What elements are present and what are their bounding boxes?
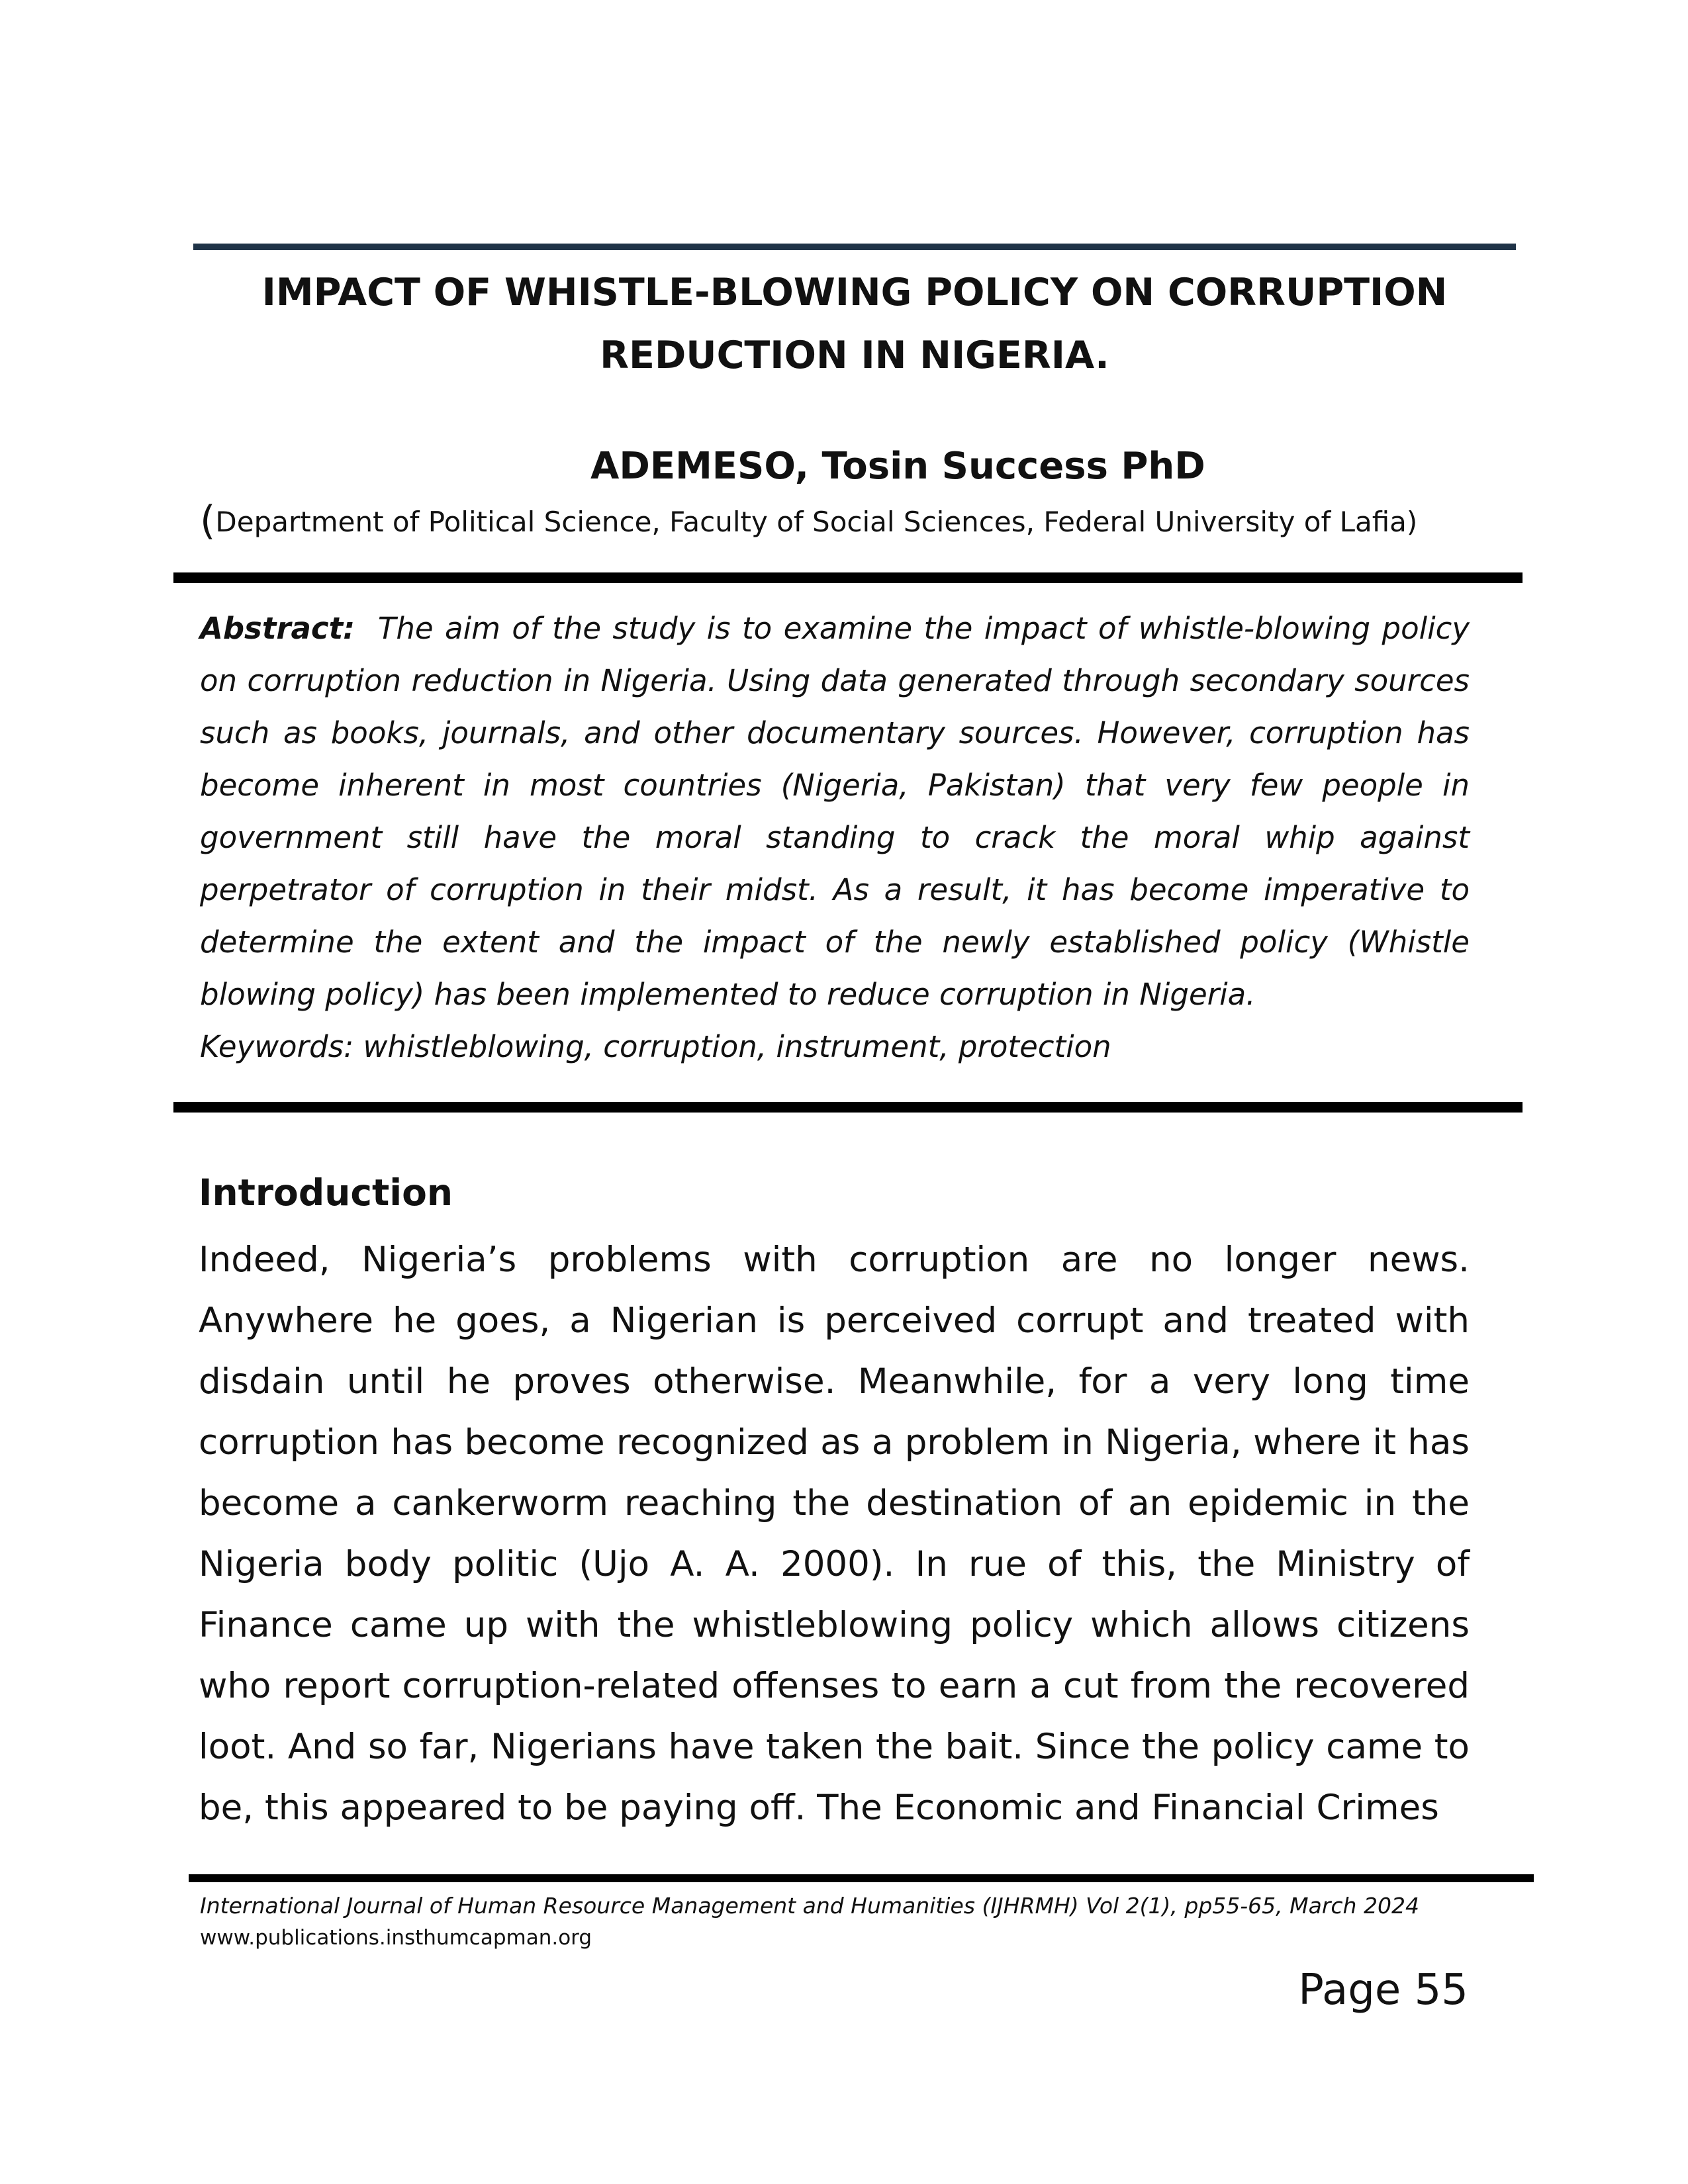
abstract-block xyxy=(200,602,1470,1073)
footer-journal-citation: International Journal of Human Resource Management and Humanities (IJHRMH) Vol 2(1), pp55-65, March 2024 xyxy=(200,1893,1419,1919)
paper-title: IMPACT OF WHISTLE-BLOWING POLICY ON CORRUPTION REDUCTION IN NIGERIA. xyxy=(261,271,1448,377)
page-number: Page 55 xyxy=(1298,1966,1468,2015)
abstract-paragraph xyxy=(200,602,1470,1021)
introduction-heading: Introduction xyxy=(199,1171,453,1214)
footer-rule xyxy=(189,1874,1534,1882)
keywords-line: Keywords: whistleblowing, corruption, instrument, protection xyxy=(200,1029,1111,1064)
affiliation-open-paren: ( xyxy=(200,498,216,544)
author-affiliation xyxy=(200,498,1417,544)
top-rule xyxy=(193,244,1516,250)
separator-rule xyxy=(173,572,1523,583)
abstract-body: The aim of the study is to examine the impact of whistle-blowing policy on corruption reduction in Nigeria. Using data generated through secondary sources such as books, journals, and other documentary sources. However, corruption has become inherent in most countries (Nigeria, Pakistan) that very few people in government still have the moral standing to crack the moral whip against perpetrator of corruption in their midst. As a result, it has become imperative to determine the extent and the impact of the newly established policy (Whistle blowing policy) has been implemented to reduce corruption in Nigeria. xyxy=(200,611,1470,1012)
author-name: ADEMESO, Tosin Success PhD xyxy=(590,445,1205,488)
separator-rule xyxy=(173,1102,1523,1113)
abstract-label: Abstract: xyxy=(200,611,355,646)
affiliation-text: Department of Political Science, Faculty of Social Sciences, Federal University of Lafia) xyxy=(215,506,1418,538)
footer-url: www.publications.insthumcapman.org xyxy=(200,1926,592,1950)
introduction-paragraph: Indeed, Nigeria’s problems with corruption are no longer news. Anywhere he goes, a Nigerian is perceived corrupt and treated with disdain until he proves otherwise. Meanwhile, for a very long time corruption has become recognized as a problem in Nigeria, where it has become a cankerworm reaching the destination of an epidemic in the Nigeria body politic (Ujo A. A. 2000). In rue of this, the Ministry of Finance came up with the whistleblowing policy which allows citizens who report corruption-related offenses to earn a cut from the recovered loot. And so far, Nigerians have taken the bait. Since the policy came to be, this appeared to be paying off. The Economic and Financial Crimes xyxy=(199,1240,1470,1828)
